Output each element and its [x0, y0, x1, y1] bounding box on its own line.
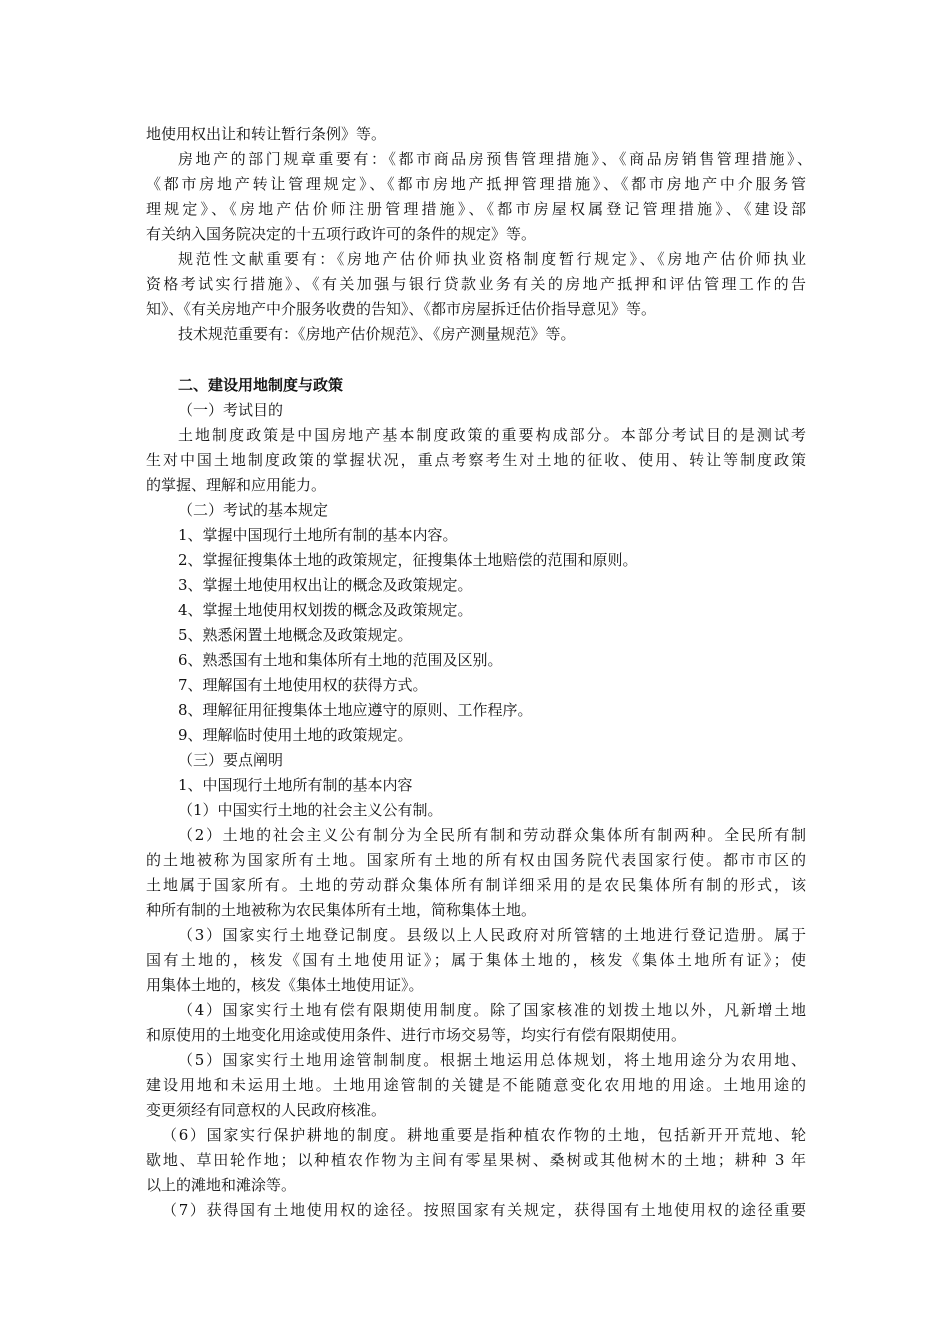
text-line: 建设用地和未运用土地。土地用途管制的关键是不能随意变化农用地的用途。土地用途的 [146, 1076, 806, 1094]
list-item: 3、掌握土地使用权出让的概念及政策规定。 [178, 576, 473, 594]
subsection-heading: （二）考试的基本规定 [178, 501, 329, 519]
text-line: 和原使用的土地变化用途或使用条件、进行市场交易等，均实行有偿有限期使用。 [146, 1026, 687, 1044]
text-line: 以上的滩地和滩涂等。 [146, 1176, 297, 1194]
text-line: 的掌握、理解和应用能力。 [146, 476, 327, 494]
text-line: 土地制度政策是中国房地产基本制度政策的重要构成部分。本部分考试目的是测试考 [178, 426, 806, 444]
subsection-heading: 1、中国现行土地所有制的基本内容 [178, 776, 413, 794]
list-item: 8、理解征用征搜集体土地应遵守的原则、工作程序。 [178, 701, 533, 719]
list-item: 4、掌握土地使用权划拨的概念及政策规定。 [178, 601, 473, 619]
text-line: （4）国家实行土地有偿有限期使用制度。除了国家核准的划拨土地以外，凡新增土地 [178, 1001, 806, 1019]
text-line: 地使用权出让和转让暂行条例》等。 [146, 125, 387, 143]
list-item: 9、理解临时使用土地的政策规定。 [178, 726, 413, 744]
text-line: 资格考试实行措施》、《有关加强与银行贷款业务有关的房地产抵押和评估管理工作的告 [146, 275, 806, 293]
text-line: （2）土地的社会主义公有制分为全民所有制和劳动群众集体所有制两种。全民所有制 [178, 826, 806, 844]
text-line: 房地产的部门规章重要有：《都市商品房预售管理措施》、《商品房销售管理措施》、 [178, 150, 812, 168]
text-line: （6）国家实行保护耕地的制度。耕地重要是指种植农作物的土地，包括新开开荒地、轮 [162, 1126, 806, 1144]
subsection-heading: （三）要点阐明 [178, 751, 284, 769]
list-item: 6、熟悉国有土地和集体所有土地的范围及区别。 [178, 651, 503, 669]
text-line: 用集体土地的，核发《集体土地使用证》。 [146, 976, 424, 994]
text-line: （7）获得国有土地使用权的途径。按照国家有关规定，获得国有土地使用权的途径重要 [162, 1201, 806, 1219]
text-line: 《都市房地产转让管理规定》、《都市房地产抵押管理措施》、《都市房地产中介服务管 [146, 175, 806, 193]
text-line: 的土地被称为国家所有土地。国家所有土地的所有权由国务院代表国家行使。都市市区的 [146, 851, 806, 869]
section-heading: 二、建设用地制度与政策 [178, 376, 344, 394]
text-line: 技术规范重要有：《房地产估价规范》、《房产测量规范》等。 [178, 325, 576, 343]
text-line: 生对中国土地制度政策的掌握状况，重点考察考生对土地的征收、使用、转让等制度政策 [146, 451, 806, 469]
list-item: 2、掌握征搜集体土地的政策规定，征搜集体土地赔偿的范围和原则。 [178, 551, 638, 569]
subsection-heading: （一）考试目的 [178, 401, 284, 419]
text-line: （1）中国实行土地的社会主义公有制。 [178, 801, 443, 819]
text-line: 知》、《有关房地产中介服务收费的告知》、《都市房屋拆迁估价指导意见》等。 [146, 300, 657, 318]
text-line: 歇地、草田轮作地；以种植农作物为主间有零星果树、桑树或其他树木的土地；耕种 3 年 [146, 1151, 806, 1169]
text-line: 有关纳入国务院决定的十五项行政许可的条件的规定》等。 [146, 225, 537, 243]
list-item: 1、掌握中国现行土地所有制的基本内容。 [178, 526, 458, 544]
text-line: （5）国家实行土地用途管制制度。根据土地运用总体规划，将土地用途分为农用地、 [178, 1051, 806, 1069]
text-line: 变更须经有同意权的人民政府核准。 [146, 1101, 387, 1119]
text-line: （3）国家实行土地登记制度。县级以上人民政府对所管辖的土地进行登记造册。属于 [178, 926, 806, 944]
text-line: 国有土地的，核发《国有土地使用证》；属于集体土地的，核发《集体土地所有证》；使 [146, 951, 806, 969]
text-line: 理规定》、《房地产估价师注册管理措施》、《都市房屋权属登记管理措施》、《建设部 [146, 200, 806, 218]
list-item: 7、理解国有土地使用权的获得方式。 [178, 676, 428, 694]
list-item: 5、熟悉闲置土地概念及政策规定。 [178, 626, 413, 644]
text-line: 种所有制的土地被称为农民集体所有土地，简称集体土地。 [146, 901, 537, 919]
text-line: 土地属于国家所有。土地的劳动群众集体所有制详细采用的是农民集体所有制的形式，该 [146, 876, 806, 894]
text-line: 规范性文献重要有：《房地产估价师执业资格制度暂行规定》、《房地产估价师执业 [178, 250, 806, 268]
